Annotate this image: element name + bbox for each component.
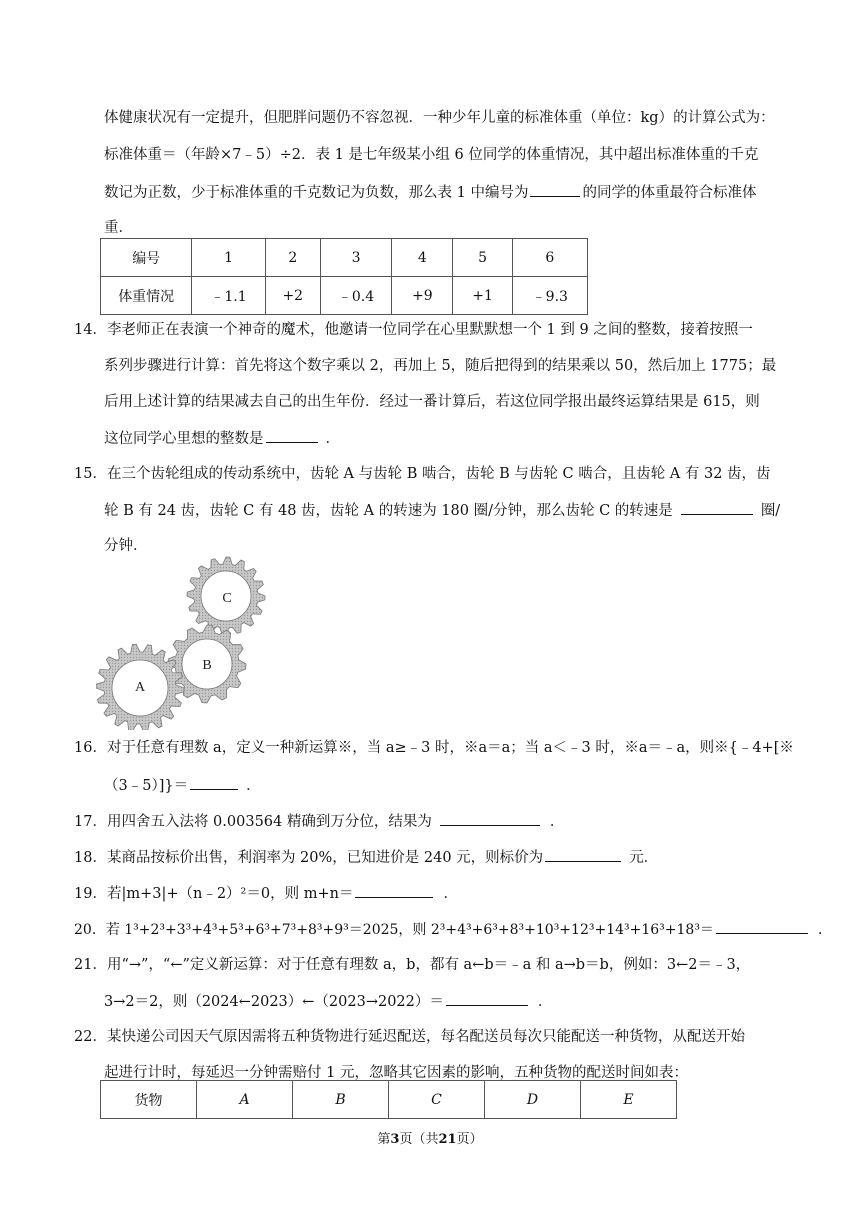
q17-end: ． (549, 814, 565, 830)
question-number: 17． (74, 814, 107, 830)
footer-page: 3 (390, 1132, 400, 1147)
footer-post: 页） (456, 1132, 483, 1147)
q14-text: 李老师正在表演一个神奇的魔术，他邀请一位同学在心里默默想一个 1 到 9 之间的整数，接着按照一 (106, 322, 753, 338)
answer-blank-20[interactable] (716, 919, 808, 934)
q14-line1 (74, 320, 753, 340)
q20-end: ． (817, 922, 832, 938)
answer-blank-14[interactable] (266, 428, 318, 443)
gear-a-label: A (134, 680, 146, 695)
table-cell: +9 (392, 277, 453, 315)
q18-end: 元． (629, 850, 659, 866)
question-number: 22． (74, 1029, 107, 1045)
q21-line1 (74, 955, 750, 975)
gear-diagram (96, 548, 266, 730)
q15-line1 (74, 464, 771, 484)
q13-line3 (104, 182, 756, 203)
q19-text: 若|m+3|+（n﹣2）²＝0，则 m+n＝ (106, 886, 354, 902)
question-number: 18． (74, 850, 107, 866)
q22-line1 (74, 1027, 745, 1047)
table-row (101, 239, 588, 277)
table-cell: +2 (265, 277, 320, 315)
table-header-cell: 货物 (101, 1081, 197, 1119)
delivery-table (100, 1080, 677, 1119)
table-header-cell: 1 (192, 239, 265, 277)
table-header-cell: 3 (320, 239, 391, 277)
table-header-cell: 6 (512, 239, 587, 277)
answer-blank-16[interactable] (190, 775, 238, 790)
table-header-cell: 2 (265, 239, 320, 277)
page-footer (0, 1128, 860, 1147)
gears-group (96, 557, 265, 730)
footer-total: 21 (438, 1132, 457, 1147)
q16-line2 (104, 775, 261, 796)
q16-line2-end: ． (246, 778, 261, 794)
answer-blank-19[interactable] (355, 883, 433, 898)
table-header-cell: A (197, 1081, 293, 1119)
table-header-cell: 编号 (101, 239, 192, 277)
q13-line4: 重． (104, 220, 133, 236)
table-header-cell: 4 (392, 239, 453, 277)
table-cell: 体重情况 (101, 277, 192, 315)
q15-text: 在三个齿轮组成的传动系统中，齿轮 A 与齿轮 B 啮合，齿轮 B 与齿轮 C 啮合，且齿轮 A 有 32 齿，齿 (106, 466, 771, 482)
table-row (101, 277, 588, 315)
q19-line (74, 883, 458, 904)
table-header-cell: C (389, 1081, 485, 1119)
answer-blank-13[interactable] (530, 182, 580, 197)
q20-text: 若 1³+2³+3³+4³+5³+6³+7³+8³+9³＝2025，则 2³+4³+6³+8³+10³+12³+14³+16³+18³＝ (105, 922, 714, 938)
question-number: 15． (74, 466, 107, 482)
table-cell: ﹣9.3 (512, 277, 587, 315)
weight-table (100, 238, 588, 315)
q22-line2: 起进行计时，每延迟一分钟需赔付 1 元，忽略其它因素的影响，五种货物的配送时间如表： (104, 1065, 688, 1081)
q22-text: 某快递公司因天气原因需将五种货物进行延迟配送，每名配送员每次只能配送一种货物，从配送开始 (106, 1029, 745, 1045)
q13-line3-text: 数记为正数，少于标准体重的千克数记为负数，那么表 1 中编号为 (104, 185, 529, 201)
table-header-cell: D (484, 1081, 580, 1119)
q13-line2: 标准体重＝（年龄×7﹣5）÷2．表 1 是七年级某小组 6 位同学的体重情况，其中超出标准体重的千克 (104, 147, 759, 163)
q21-end: ． (537, 994, 553, 1010)
answer-blank-15[interactable] (681, 500, 753, 515)
gear-c-label: C (222, 591, 232, 606)
question-number: 14． (74, 322, 107, 338)
q13-line3-end: 的同学的体重最符合标准体 (582, 185, 757, 201)
q16-text: 对于任意有理数 a，定义一种新运算※，当 a≥﹣3 时，※a＝a；当 a＜﹣3 时，※a＝﹣a，则※{﹣4+[※ (106, 740, 794, 756)
table-header-cell: 5 (453, 239, 512, 277)
q17-line (74, 811, 564, 832)
q17-text: 用四舍五入法将 0.003564 精确到万分位，结果为 (106, 814, 432, 830)
footer-pre: 第 (377, 1132, 391, 1147)
table-cell: ﹣1.1 (192, 277, 265, 315)
question-number: 16． (74, 740, 107, 756)
gear-b-label: B (202, 658, 212, 673)
question-number: 20． (74, 922, 106, 938)
q16-line1 (74, 738, 794, 758)
table-row (101, 1081, 677, 1119)
q18-text: 某商品按标价出售，利润率为 20%，已知进价是 240 元，则标价为 (106, 850, 544, 866)
q15-line2 (104, 500, 780, 521)
question-number: 21． (74, 957, 107, 973)
q21-line2-text: 3→2＝2，则（2024←2023）←（2023→2022）＝ (104, 994, 444, 1010)
q14-line2: 系列步骤进行计算：首先将这个数字乘以 2，再加上 5，随后把得到的结果乘以 50，然后加上 1775；最 (104, 358, 777, 374)
question-number: 19． (74, 886, 107, 902)
q19-end: ． (443, 886, 458, 902)
q15-line2-end: 圈/ (760, 503, 781, 519)
q20-line (74, 919, 832, 940)
q14-line4-end: ． (325, 431, 340, 447)
q18-line (74, 847, 658, 868)
q16-line2-text: （3﹣5）]}＝ (104, 778, 189, 794)
table-cell: +1 (453, 277, 512, 315)
q14-line3: 后用上述计算的结果减去自己的出生年份．经过一番计算后，若这位同学报出最终运算结果是 615，则 (104, 394, 760, 410)
q15-line2-text: 轮 B 有 24 齿，齿轮 C 有 48 齿，齿轮 A 的转速为 180 圈/分钟，那么齿轮 C 的转速是 (104, 503, 673, 519)
q21-text: 用“→”，“←”定义新运算：对于任意有理数 a，b，都有 a←b＝﹣a 和 a→b＝b，例如：3←2＝﹣3， (106, 957, 751, 973)
q15-line3: 分钟． (104, 538, 148, 554)
answer-blank-18[interactable] (545, 847, 621, 862)
table-header-cell: E (580, 1081, 676, 1119)
table-cell: ﹣0.4 (320, 277, 391, 315)
footer-mid: 页（共 (399, 1132, 439, 1147)
answer-blank-17[interactable] (440, 811, 540, 826)
q13-line1: 体健康状况有一定提升，但肥胖问题仍不容忽视．一种少年儿童的标准体重（单位：kg）的计算公式为： (104, 110, 775, 126)
q14-line4-text: 这位同学心里想的整数是 (104, 431, 264, 447)
q21-line2 (104, 991, 552, 1012)
answer-blank-21[interactable] (446, 991, 528, 1006)
table-header-cell: B (293, 1081, 389, 1119)
q14-line4 (104, 428, 340, 449)
